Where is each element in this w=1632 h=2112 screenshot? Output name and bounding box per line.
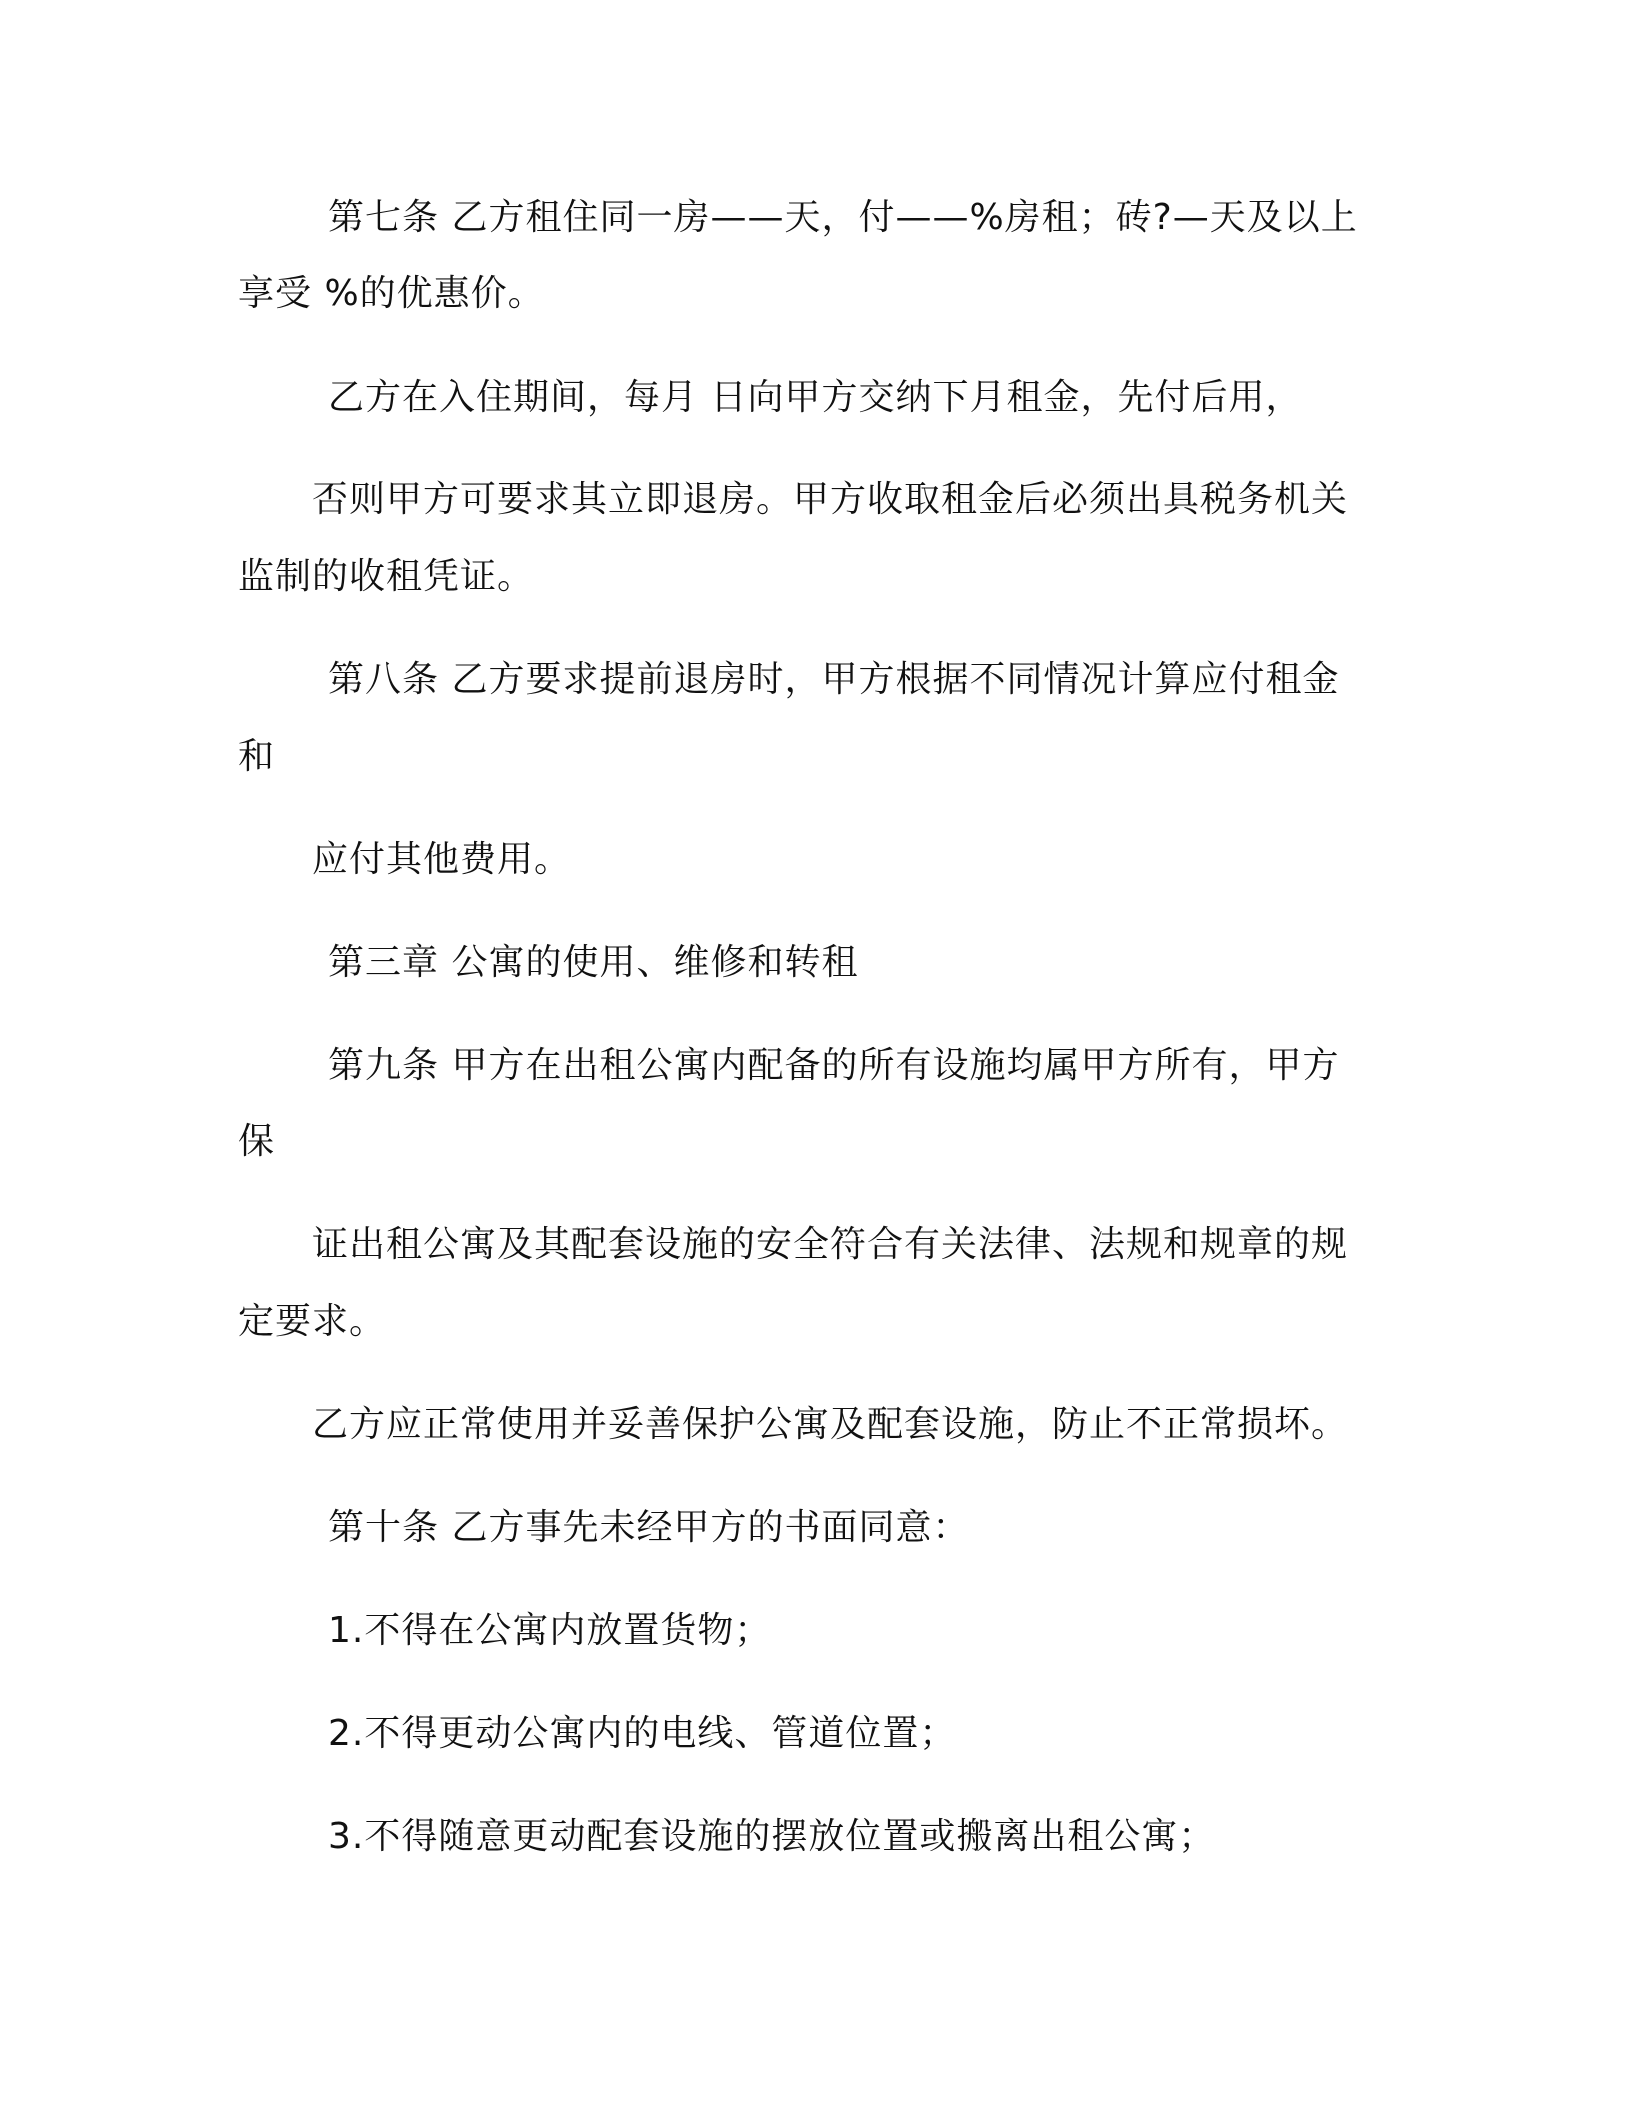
article-10-item-3: 3.不得随意更动配套设施的摆放位置或搬离出租公寓； (328, 1816, 1216, 1857)
article-10-item-1: 1.不得在公寓内放置货物； (328, 1610, 772, 1651)
article-9-line-2: 保 (238, 1121, 276, 1162)
article-8-line-2: 和 (238, 736, 276, 777)
article-10-item-2: 2.不得更动公寓内的电线、管道位置； (328, 1713, 957, 1754)
article-7-line-2: 享受 %的优惠价。 (238, 273, 545, 314)
rent-payment-line-2: 否则甲方可要求其立即退房。甲方收取租金后必须出具税务机关 (312, 479, 1349, 520)
article-9-line-4: 定要求。 (238, 1301, 387, 1342)
article-8-line-3: 应付其他费用。 (312, 839, 572, 880)
article-8-line-1: 第八条 乙方要求提前退房时，甲方根据不同情况计算应付租金 (328, 659, 1340, 700)
tenant-duty-line: 乙方应正常使用并妥善保护公寓及配套设施，防止不正常损坏。 (312, 1404, 1349, 1445)
article-9-line-1: 第九条 甲方在出租公寓内配备的所有设施均属甲方所有，甲方 (328, 1045, 1340, 1086)
article-9-line-3: 证出租公寓及其配套设施的安全符合有关法律、法规和规章的规 (312, 1224, 1349, 1265)
rent-payment-line-1: 乙方在入住期间，每月 日向甲方交纳下月租金，先付后用， (328, 377, 1303, 418)
article-10-line-1: 第十条 乙方事先未经甲方的书面同意： (328, 1507, 970, 1548)
chapter-3-heading: 第三章 公寓的使用、维修和转租 (328, 942, 859, 983)
rent-payment-line-3: 监制的收租凭证。 (238, 556, 535, 597)
article-7-line-1: 第七条 乙方租住同一房——天，付——%房租；砖?—天及以上 (328, 197, 1358, 238)
